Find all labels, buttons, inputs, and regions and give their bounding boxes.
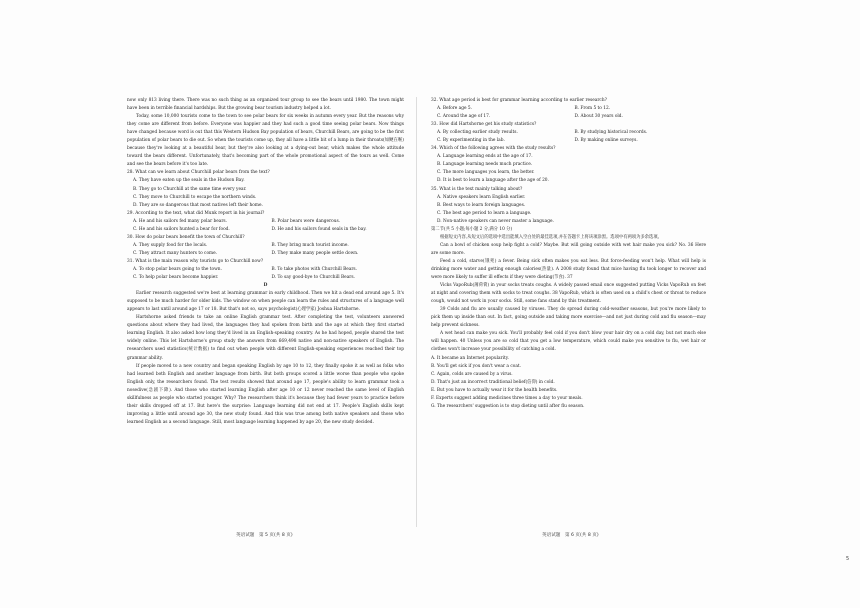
q29-option-d: D. He and his sailors found seals in the bay. [271, 226, 367, 232]
q32-option-c: C. Around the age of 17. [437, 114, 491, 120]
q29-option-c: C. He and his sailors hunted a bear for food. [133, 226, 230, 232]
section-d-heading: D [263, 283, 268, 289]
question-32: 32. What age period is best for grammar learning according to earlier research? [431, 98, 607, 103]
q34-option-d: D. It is best to learn a language after the age of 20. [437, 178, 549, 184]
q35-option-b: B. Best ways to learn foreign languages. [437, 202, 526, 208]
q32-options-row2 [431, 113, 706, 121]
question-30: 30. How do polar bears benefit the town of Churchill? [127, 234, 245, 240]
column-divider [416, 97, 417, 527]
q28-option-a: A. They have eaten up the seals in the Hudson Bay. [133, 178, 245, 184]
cloze-paragraph-4: 39 Colds and flu are usually caused by viruses. They do spread during cold-weather seasons, but you're more likely to pick them up inside than out. In fact, going outside and taking more exercise—and not just during cold and flu season—may help prevent sickness. [431, 307, 706, 329]
q35-option-a: A. Native speakers learn English earlier. [437, 194, 526, 200]
cloze-option-g: G. The researchers' suggestion is to stop dieting until after flu season. [431, 403, 585, 409]
q29-options-row2 [127, 226, 404, 234]
q32-option-b: B. From 5 to 12. [574, 106, 611, 112]
q31-option-c: C. To help polar bears become happier. [133, 275, 219, 281]
q29-options-row1 [127, 218, 404, 226]
q32-option-a: A. Before age 5. [437, 106, 472, 112]
q31-option-b: B. To take photos with Churchill Bears. [271, 266, 358, 272]
q28-option-b: B. They go to Churchill at the same time every year. [133, 186, 247, 192]
q33-options-row2 [431, 137, 706, 145]
q31-options-row1 [127, 266, 404, 274]
passage-d-paragraph-3: If people moved to a new country and began speaking English by age 10 to 12, they finally spoke it as well as folks who had learned both English and another language from birth. But both groups scored a little worse than people who spoke English only, the researchers found. The test results showed that around age 17, people's ability to learn grammar took a nosedive(急剧下降). And those who started learning English after age 10 or 12 never reached the same level of English skillfulness as people who started younger. Why? The researchers think it's because they had fewer years to practice before their skills dropped off at 17. But here's the surprise: Language learning did not end at 17. People's English skills kept improving a little until around age 30, the new study found. And this was true among both native speakers and those who learned English as a second language. Still, most language learning happened by age 20, the new study decided. [127, 363, 404, 425]
q30-option-b: B. They bring much tourist income. [271, 242, 349, 248]
question-29: 29. According to the text, what did Munk report in his journal? [127, 210, 265, 216]
scan-page-number: 5 [846, 556, 850, 562]
left-column [127, 97, 404, 527]
question-34: 34. Which of the following agrees with the study results? [431, 146, 556, 152]
q28-option-c: C. They move to Churchill to escape the northern winds. [133, 194, 257, 200]
question-35: 35. What is the text mainly talking about? [431, 186, 523, 192]
cloze-option-d: D. That's just an incorrect traditional belief(信仰) in cold. [431, 379, 555, 385]
section-2-instructions: 根据短文内容,从短文后的选项中选出能填入空白处的最佳选项,并在答题卡上将该项涂黑。选项中有两项为多余选项。 [440, 234, 662, 240]
q30-options-row1 [127, 242, 404, 250]
cloze-option-c: C. Again, colds are caused by a virus. [431, 371, 513, 377]
cloze-option-b: B. You'll get sick if you don't wear a coat. [431, 363, 521, 369]
q33-options-row1 [431, 129, 706, 137]
q35-option-d: D. Non-native speakers can never master a language. [437, 218, 554, 224]
q30-option-d: D. They make many people settle down. [271, 250, 359, 256]
q31-options-row2 [127, 274, 404, 282]
q31-option-d: D. To say good-bye to Churchill Bears. [271, 275, 355, 281]
q30-options-row2 [127, 250, 404, 258]
q30-option-c: C. They attract many hunters to come. [133, 250, 218, 256]
passage-d-paragraph-1: Earlier research suggested we're best at learning grammar in early childhood. Then we hit a dead end around age 5. It's supposed to be much harder for older kids. The window on when people can learn the rules and structures of a language well appears to last until around age 17 or 18. But that's not so, says psychologist(心理学家) Joshua Hartshorne. [127, 291, 404, 313]
q28-option-d: D. They are so dangerous that most natives left their home. [133, 202, 263, 208]
q34-option-a: A. Language learning ends at the age of 17. [437, 154, 533, 160]
section-2-heading: 第二节(共 5 小题;每小题 2 分,满分 10 分) [431, 226, 513, 232]
q31-option-a: A. To stop polar bears going to the town. [133, 266, 222, 272]
cloze-paragraph-2: Feed a cold, starve(饿死) a fever. Being sick often makes you eat less. But force-feeding won't help. What will help is drinking more water and getting enough calories(热量). A 2008 study found that mice having flu took longer to recover and were more likely to suffer ill effects if they were dieting(节食). 37 [431, 258, 706, 281]
question-28: 28. What can we learn about Churchill polar bears from the text? [127, 170, 270, 176]
q32-option-d: D. About 30 years old. [574, 114, 623, 120]
cloze-option-a: A. It became an Internet popularity. [431, 355, 509, 361]
q32-options-row1 [431, 105, 706, 113]
passage-c-paragraph: Today, some 10,000 tourists come to the town to see polar bears for six weeks in autumn every year. But the reasons why they come are different from before. Everyone was happier and they had such a good time seeing polar bears. Now things have changed because word is out that this Western Hudson Bay population of bears, Churchill Bears, are going to be the first population of polar bears to die out. So when the tourists come up, they all have a little bit of a lump in their throats(如鲠在喉) because they're looking at a beautiful bear, but they're also looking at a dying-out bear, which makes the whole attitude toward the bears different. Unfortunately, that's becoming part of the whole promotional aspect of the tours as well. Come and see the bears before it's too late. [127, 114, 404, 168]
page-footer-right: 英语试题 第 6 页(共 8 页) [542, 533, 599, 538]
q33-option-d: D. By making online surveys. [574, 138, 638, 144]
q34-option-c: C. The more languages you learn, the better. [437, 170, 535, 176]
page-footer-left: 英语试题 第 5 页(共 8 页) [236, 533, 293, 538]
q33-option-b: B. By studying historical records. [574, 130, 648, 136]
right-column [431, 97, 706, 527]
question-31: 31. What is the main reason why tourists go to Churchill now? [127, 258, 264, 264]
cloze-paragraph-5: A wet head can make you sick. You'll probably feel cold if you don't blow your hair dry on a cold day, but not much else will happen. 40 Unless you are so cold that you get a low temperature, which could make you sensitive to flu, wet hair or clothes won't increase your possibility of catching a cold. [431, 331, 706, 353]
passage-d-paragraph-2: Hartshorne asked friends to take an online English grammar test. After completing the test, volunteers answered questions about where they had lived, the languages they had spoken from birth and the age at which they first started learning English. It also asked how long they'd lived in an English-speaking country. As he had hoped, people shared the test widely online. This let Hartshorne's group study the answers from 669,498 native and non-native speakers of English. The researchers used statistics(统计数据) to find out when people with different English-speaking experiences reached their top grammar ability. [127, 315, 404, 361]
question-33: 33. How did Hartshorne get his study statistics? [431, 122, 537, 128]
q34-option-b: B. Language learning needs much practice. [437, 162, 533, 168]
q29-option-a: A. He and his sailors fed many polar bears. [133, 218, 227, 224]
cloze-option-e: E. But you have to actually wear it for the health benefits. [431, 387, 558, 393]
q29-option-b: B. Polar bears were dangerous. [271, 218, 341, 224]
cloze-option-f: F. Experts suggest adding medicines three times a day to your meals. [431, 395, 583, 401]
cloze-paragraph-1: Can a bowl of chicken soup help fight a cold? Maybe. But will going outside with wet hair make you sick? No. 36 Here are some more. [431, 242, 706, 256]
q33-option-a: A. By collecting earlier study results. [437, 130, 518, 136]
cloze-paragraph-3: Vicks VapoRub(薄荷膏) in your socks treats coughs. A widely passed email once suggested putting Vicks VapoRub on feet at night and covering them with socks to treat coughs. 38 VapoRub, which is often used on a child's chest or throat to reduce cough, would not work in your socks. Still, some fans stand by this treatment. [431, 283, 706, 305]
passage-c-end: now only 813 living there. There was no such thing as an organized tour group to see the bears until 1980. The town might have been in terrible financial hardships. But the growing bear tourism industry helped a lot. [127, 98, 404, 112]
q33-option-c: C. By experimenting in the lab. [437, 138, 505, 144]
q35-option-c: C. The best age period to learn a language. [437, 210, 532, 216]
q30-option-a: A. They supply food for the locals. [133, 242, 208, 248]
